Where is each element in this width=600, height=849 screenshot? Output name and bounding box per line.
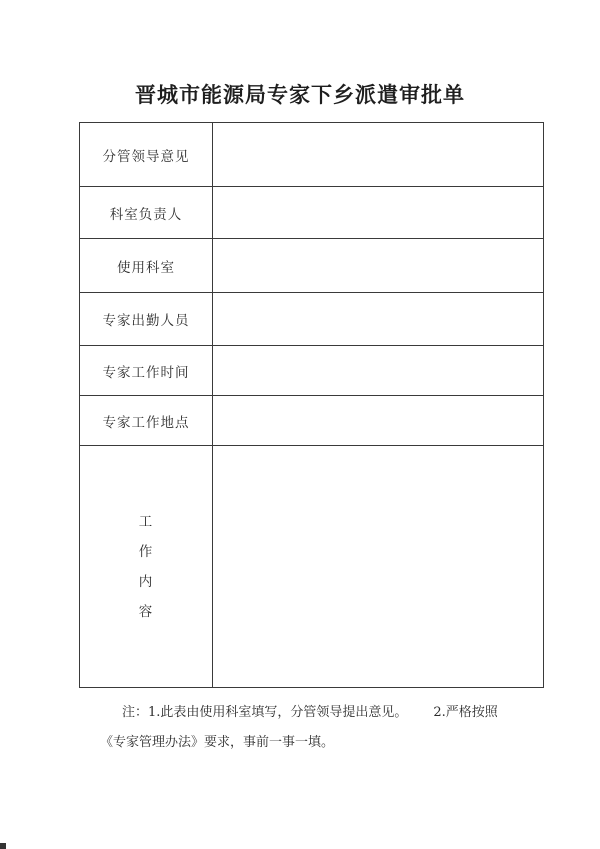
row-using-section	[80, 239, 543, 293]
label-section-head: 科室负责人	[80, 187, 213, 238]
row-expert-work-location	[80, 396, 543, 446]
label-using-section: 使用科室	[80, 239, 213, 292]
footnote-part-1: 注：1.此表由使用科室填写，分管领导提出意见。	[122, 705, 408, 720]
row-leader-opinion	[80, 123, 543, 187]
work-content-char: 内	[138, 573, 154, 590]
label-expert-work-location: 专家工作地点	[80, 396, 213, 445]
footnote	[100, 698, 550, 758]
row-section-head	[80, 187, 543, 239]
approval-form-table	[79, 122, 544, 688]
field-leader-opinion[interactable]	[213, 123, 543, 186]
field-work-content[interactable]	[213, 446, 543, 687]
work-content-char: 工	[138, 513, 154, 530]
field-expert-work-location[interactable]	[213, 396, 543, 445]
scan-corner-mark	[0, 843, 6, 849]
work-content-char: 容	[138, 603, 154, 620]
field-expert-personnel[interactable]	[213, 293, 543, 345]
footnote-line-2: 《专家管理办法》要求，事前一事一填。	[100, 735, 335, 750]
label-expert-personnel: 专家出勤人员	[80, 293, 213, 345]
row-expert-personnel	[80, 293, 543, 346]
label-expert-work-time: 专家工作时间	[80, 346, 213, 395]
page-title: 晋城市能源局专家下乡派遣审批单	[135, 82, 465, 107]
work-content-char: 作	[138, 543, 154, 560]
row-work-content	[80, 446, 543, 687]
footnote-line-1	[100, 698, 550, 728]
label-leader-opinion: 分管领导意见	[80, 123, 213, 186]
label-work-content	[80, 446, 213, 687]
field-section-head[interactable]	[213, 187, 543, 238]
field-using-section[interactable]	[213, 239, 543, 292]
row-expert-work-time	[80, 346, 543, 396]
footnote-part-2: 2.严格按照	[433, 705, 498, 720]
field-expert-work-time[interactable]	[213, 346, 543, 395]
